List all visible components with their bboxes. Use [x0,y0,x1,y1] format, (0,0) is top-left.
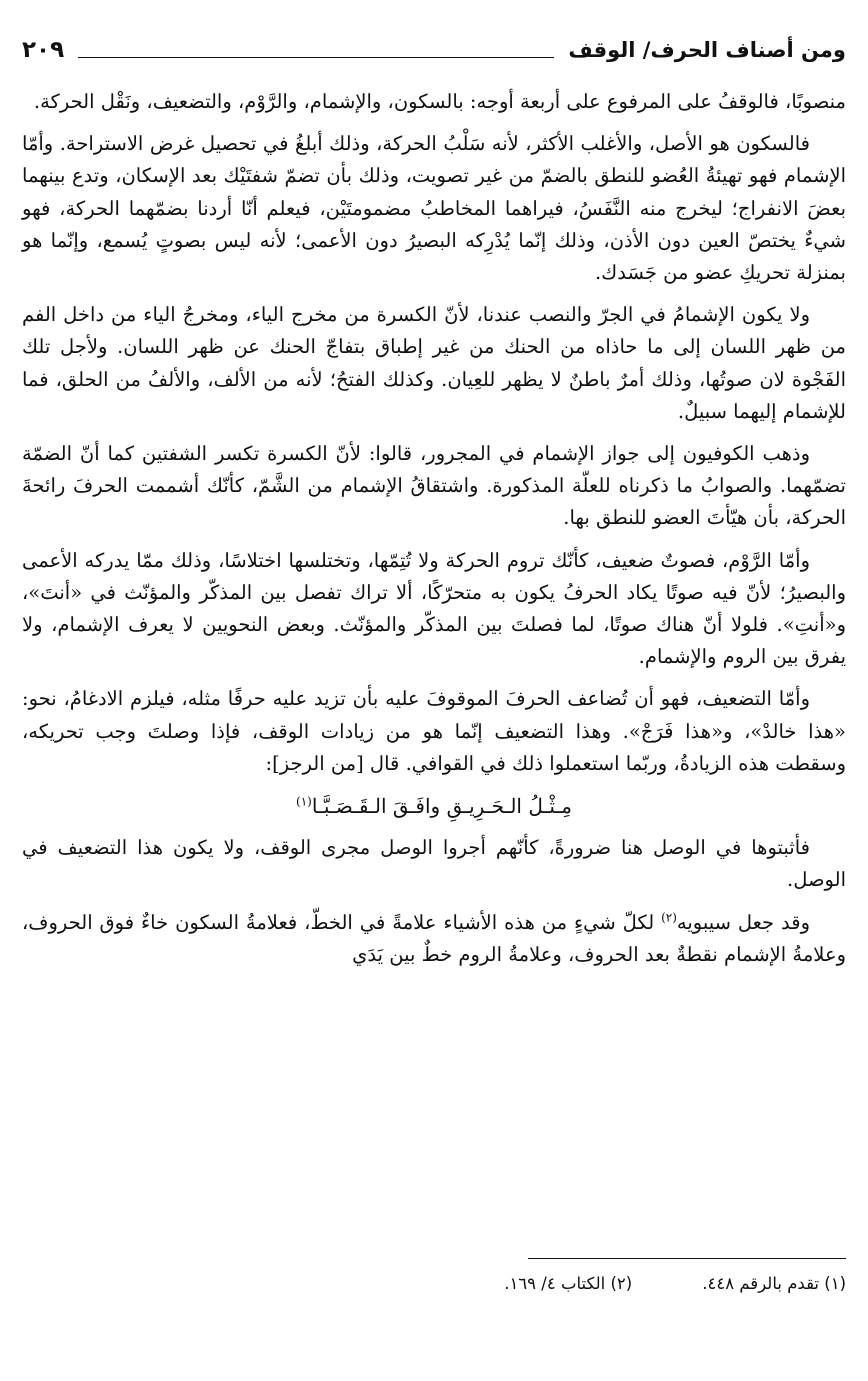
paragraph-2: فالسكون هو الأصل، والأغلب الأكثر، لأنه سَلْبُ الحركة، وذلك أبلغُ في تحصيل غرض الاستراحة. وأمّا الإشمام فهو تهيئةُ العُضو للنطق بالضمّ من غير تصويت، وذلك بأن تضمّ شفتَيْك بعد الإسكان، وتدع بينهما بعضَ الانفراج؛ ليخرج منه النَّفَسُ، فيراهما المخاطبُ مضمومتَيْن، فيعلم أنّا أردنا بضمّهما الحركة، فهو شيءٌ يختصّ العين دون الأذن، وذلك إنّما يُدْرِكه البصيرُ دون الأعمى؛ لأنه ليس بصوتٍ يُسمع، وإنّما هو بمنزلة تحريكِ عضو من جَسَدك. [22,132,846,285]
header-rule [78,57,554,58]
paragraph-5: وأمّا الرَّوْم، فصوتٌ ضعيف، كأنّك تروم الحركة ولا تُتِمّها، وتختلسها اختلاسًا، وذلك ممّا يدركه الأعمى والبصيرُ؛ لأنّ فيه صوتًا يكاد الحرفُ يكون به متحرّكًا، ألا تراك تفصل بين المذكّر والمؤنّث في «أنتَ»، و«أنتِ». فلولا أنّ هناك صوتًا، لما فصلتَ بين المذكّر والمؤنّث. وبعض النحويين لا يعرف الإشمام، ولا يفرق بين الروم والإشمام. [22,548,846,669]
footnotes [22,1270,846,1298]
page-number: ٢٠٩ [22,37,65,63]
running-header [22,30,846,70]
footnote-2: (٢) الكتاب ٤/ ١٦٩. [504,1274,633,1293]
body-text [22,86,846,981]
paragraph-8-start: وقد جعل سيبويه [676,910,810,934]
paragraph-4: وذهب الكوفيون إلى جواز الإشمام في المجرور، قالوا: لأنّ الكسرة تكسر الشفتين كما أنّ الضمّة تضمّهما. والصوابُ ما ذكرناه للعلّة المذكورة. واشتقاقُ الإشمام من الشَّمّ، كأنّك أشممت الحرفَ رائحةَ الحركة، بأن هيّأتَ العضو للنطق بها. [22,442,846,530]
paragraph-8 [22,907,846,971]
verse-line [22,790,846,822]
paragraph-7: فأثبتوها في الوصل هنا ضرورةً، كأنّهم أجروا الوصل مجرى الوقف، ولا يكون هذا التضعيف في الوصل. [22,836,846,892]
paragraph-6: وأمّا التضعيف، فهو أن تُضاعف الحرفَ الموقوفَ عليه بأن تزيد عليه حرفًا مثله، فيلزم الادغامُ، نحو: «هذا خالدْ»، و«هذا فَرَجْ». وهذا التضعيف إنّما هو من زيادات الوقف، فإذا وصلتَ وجب تحريكه، وسقطت هذه الزيادةُ، وربّما استعملوا ذلك في القوافي. قال [من الرجز]: [22,687,846,775]
footnote-divider [528,1258,846,1259]
footnote-ref-1: (١) [296,794,312,809]
paragraph-1: منصوبًا، فالوقفُ على المرفوع على أربعة أوجه: بالسكون، والإشمام، والرَّوْم، والتضعيف، ونَقْل الحركة. [33,90,846,113]
running-header-title: ومن أصناف الحرف/ الوقف [568,38,846,62]
verse-text: مِـثْـلُ الـحَـرِيـقِ وافَـقَ الـقَـصَـبَّـا [311,794,572,819]
paragraph-8-rest: لكلّ شيءٍ من هذه الأشياء علامةً في الخطّ، فعلامةُ السكون خاءٌ فوق الحروف، وعلامةُ الإشمام نقطةٌ بعد الحروف، وعلامةُ الروم خطٌ بين يَدَي [22,910,846,966]
footnote-ref-2: (٢) [661,910,677,925]
paragraph-3: ولا يكون الإشمامُ في الجرّ والنصب عندنا، لأنّ الكسرة من مخرج الياء، ومخرجُ الياء من داخل الفم من ظهر اللسان إلى ما حاذاه من الحنك من غير إطباق بتفاجّ الحنك عن ظهر اللسان. ولأجل تلك الفَجْوة لان صوتُها، وذلك أمرٌ باطنٌ لا يظهر للعِيان. وكذلك الفتحُ؛ لأنه من الألف، والألفُ من الحلق، فما للإشمام إليهما سبيلٌ. [22,303,846,423]
footnote-1: (١) تقدم بالرقم ٤٤٨. [702,1274,846,1293]
